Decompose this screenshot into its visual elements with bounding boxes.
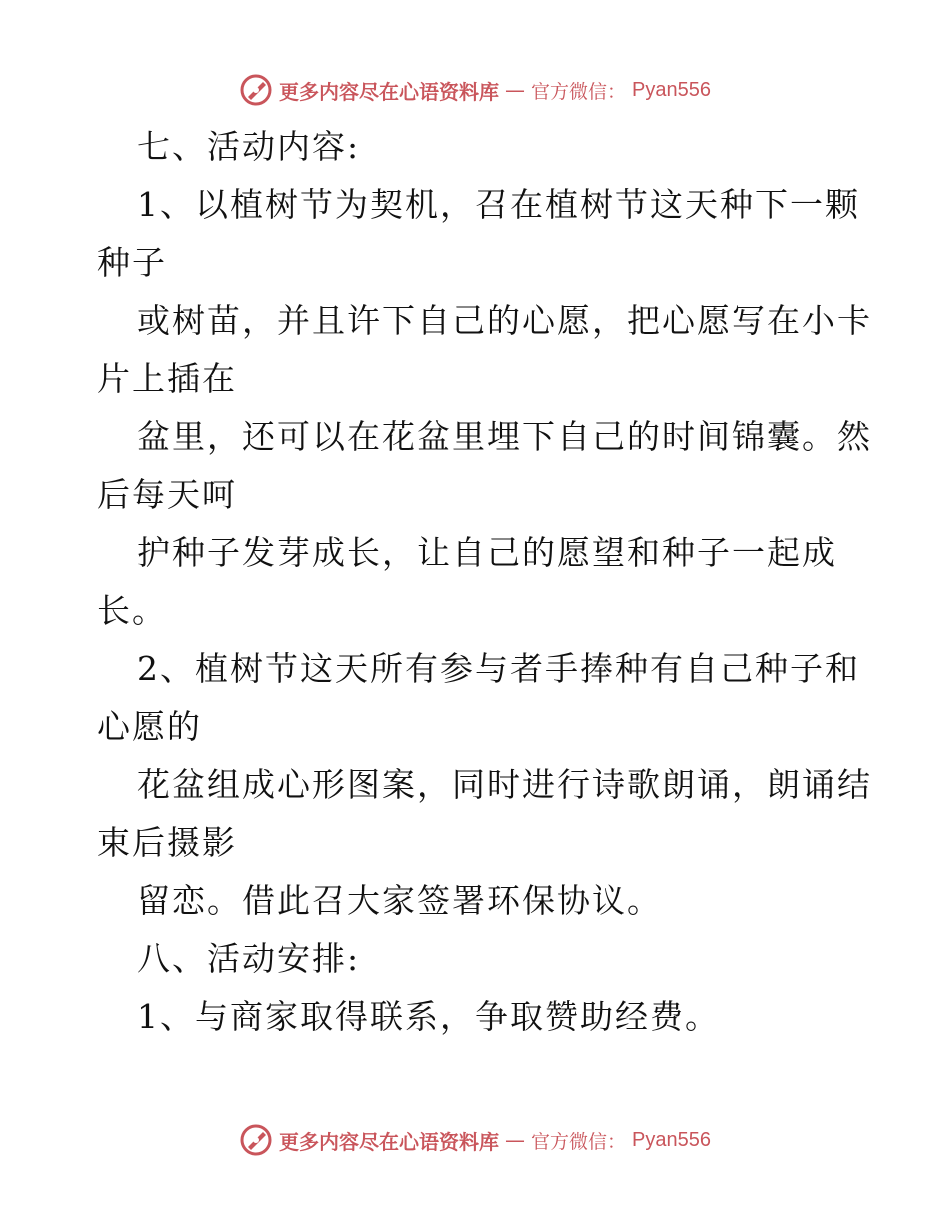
paragraph-line: 束后摄影	[97, 823, 237, 862]
section-heading-content: 七、活动内容:	[137, 127, 361, 166]
paragraph-line: 1、与商家取得联系，争取赞助经费。	[137, 997, 720, 1036]
paragraph-line: 或树苗，并且许下自己的心愿，把心愿写在小卡	[137, 301, 872, 340]
footer-wechat-label: 官方微信：	[531, 1130, 627, 1153]
paragraph-line: 留恋。借此召大家签署环保协议。	[137, 881, 662, 920]
pen-logo-icon	[239, 73, 273, 107]
footer-wechat-id: Pyan556	[632, 1128, 711, 1151]
footer-dash: —	[505, 1128, 525, 1152]
paragraph-line: 1、以植树节为契机，召在植树节这天种下一颗	[137, 185, 860, 224]
header-title: 更多内容尽在心语资料库	[279, 79, 499, 104]
paragraph-line: 盆里，还可以在花盆里埋下自己的时间锦囊。然	[137, 417, 872, 456]
header-wechat-id: Pyan556	[632, 78, 711, 101]
paragraph-line: 护种子发芽成长，让自己的愿望和种子一起成	[137, 533, 837, 572]
paragraph-line: 心愿的	[97, 707, 202, 746]
pen-logo-icon	[239, 1123, 273, 1157]
footer-title: 更多内容尽在心语资料库	[279, 1129, 499, 1154]
paragraph-line: 花盆组成心形图案，同时进行诗歌朗诵，朗诵结	[137, 765, 872, 804]
document-body	[97, 118, 872, 1046]
paragraph-line: 2、植树节这天所有参与者手捧种有自己种子和	[137, 649, 860, 688]
section-heading-arrangement: 八、活动安排:	[137, 939, 361, 978]
paragraph-line: 片上插在	[97, 359, 237, 398]
header-wechat-label: 官方微信：	[531, 80, 627, 103]
paragraph-line: 后每天呵	[97, 475, 237, 514]
footer-banner	[0, 1120, 950, 1160]
header-banner	[0, 70, 950, 110]
header-dash: —	[505, 78, 525, 102]
paragraph-line: 长。	[97, 591, 167, 630]
paragraph-line: 种子	[97, 243, 167, 282]
